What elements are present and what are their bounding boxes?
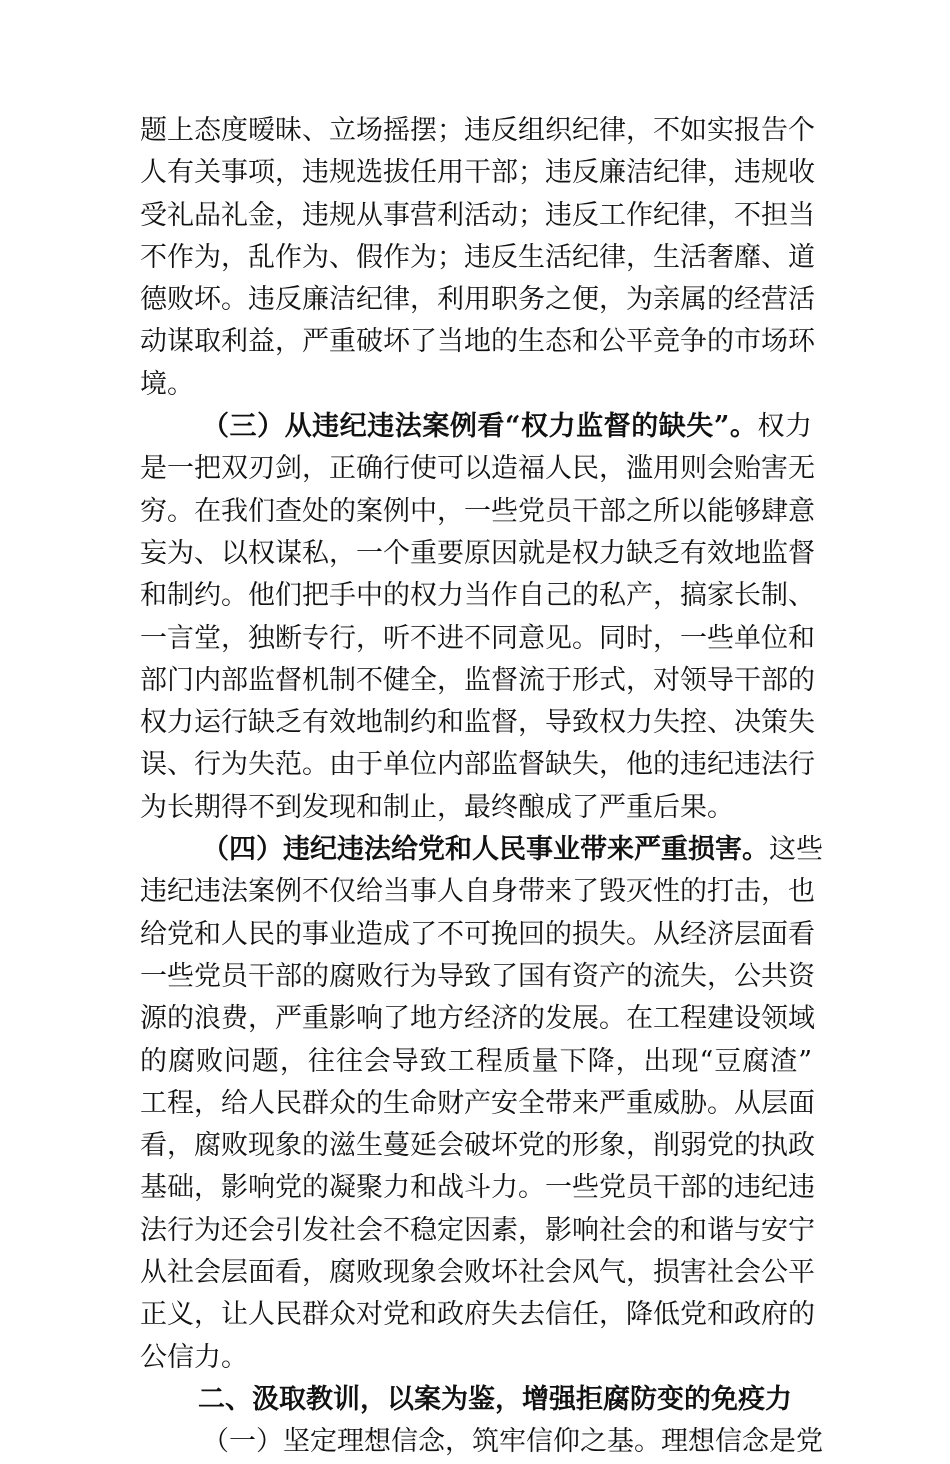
text-line: 的腐败问题，往往会导致工程质量下降，出现“豆腐渣”: [140, 1045, 812, 1077]
text-line: 不作为，乱作为、假作为；违反生活纪律，生活奢靡、道: [140, 241, 815, 273]
text-run: 权力: [757, 411, 813, 443]
text-line: 基础，影响党的凝聚力和战斗力。一些党员干部的违纪违: [140, 1172, 815, 1204]
text-run: 这些: [769, 834, 823, 866]
document-body: [140, 110, 823, 1464]
text-line: 人有关事项，违规选拔任用干部；违反廉洁纪律，违规收: [140, 157, 815, 189]
paragraph-first-line: [140, 406, 812, 448]
text-line: 看，腐败现象的滋生蔓延会破坏党的形象，削弱党的执政: [140, 1130, 815, 1162]
text-line: 源的浪费，严重影响了地方经济的发展。在工程建设领域: [140, 1003, 815, 1035]
text-line: 穷。在我们查处的案例中，一些党员干部之所以能够肆意: [140, 495, 815, 527]
text-line: 动谋取利益，严重破坏了当地的生态和公平竞争的市场环: [140, 326, 815, 358]
section-heading: 二、汲取教训，以案为鉴，增强拒腐防变的免疫力: [198, 1383, 792, 1415]
text-line: 权力运行缺乏有效地制约和监督，导致权力失控、决策失: [140, 707, 815, 739]
paragraph-power-supervision: [140, 406, 815, 829]
text-line: 法行为还会引发社会不稳定因素，影响社会的和谐与安宁: [140, 1214, 815, 1246]
text-line: 受礼品礼金，违规从事营利活动；违反工作纪律，不担当: [140, 199, 815, 231]
paragraph-first-line: [140, 829, 823, 871]
text-line: 给党和人民的事业造成了不可挽回的损失。从经济层面看: [140, 918, 815, 950]
text-line: 从社会层面看，腐败现象会败坏社会风气，损害社会公平: [140, 1257, 815, 1289]
subheading-4: （四）违纪违法给党和人民事业带来严重损害。: [202, 834, 769, 866]
text-line: 为长期得不到发现和制止，最终酿成了严重后果。: [140, 791, 734, 823]
paragraph-violations: [140, 110, 815, 406]
text-line: 误、行为失范。由于单位内部监督缺失，他的违纪违法行: [140, 749, 815, 781]
text-line: 工程，给人民群众的生命财产安全带来严重威胁。从层面: [140, 1087, 815, 1119]
text-line: 正义，让人民群众对党和政府失去信任，降低党和政府的: [140, 1299, 815, 1331]
text-line: 德败坏。违反廉洁纪律，利用职务之便，为亲属的经营活: [140, 284, 815, 316]
text-line: 妄为、以权谋私，一个重要原因就是权力缺乏有效地监督: [140, 537, 815, 569]
text-line: 题上态度暧昧、立场摇摆；违反组织纪律，不如实报告个: [140, 115, 815, 146]
text-line: 境。: [140, 368, 194, 400]
text-line: 和制约。他们把手中的权力当作自己的私产，搞家长制、: [140, 580, 815, 612]
text-line: 部门内部监督机制不健全，监督流于形式，对领导干部的: [140, 664, 815, 696]
subheading-3: （三）从违纪违法案例看“权力监督的缺失”。: [202, 411, 758, 443]
text-line: 是一把双刃剑，正确行使可以造福人民，滥用则会贻害无: [140, 453, 815, 485]
paragraph-damage: [140, 829, 823, 1379]
text-line: 违纪违法案例不仅给当事人自身带来了毁灭性的打击，也: [140, 876, 815, 908]
paragraph-first-line: （一）坚定理想信念，筑牢信仰之基。理想信念是党: [202, 1426, 823, 1458]
text-line: 公信力。: [140, 1341, 248, 1373]
text-line: 一些党员干部的腐败行为导致了国有资产的流失，公共资: [140, 960, 815, 992]
text-line: 一言堂，独断专行，听不进不同意见。同时，一些单位和: [140, 622, 815, 654]
